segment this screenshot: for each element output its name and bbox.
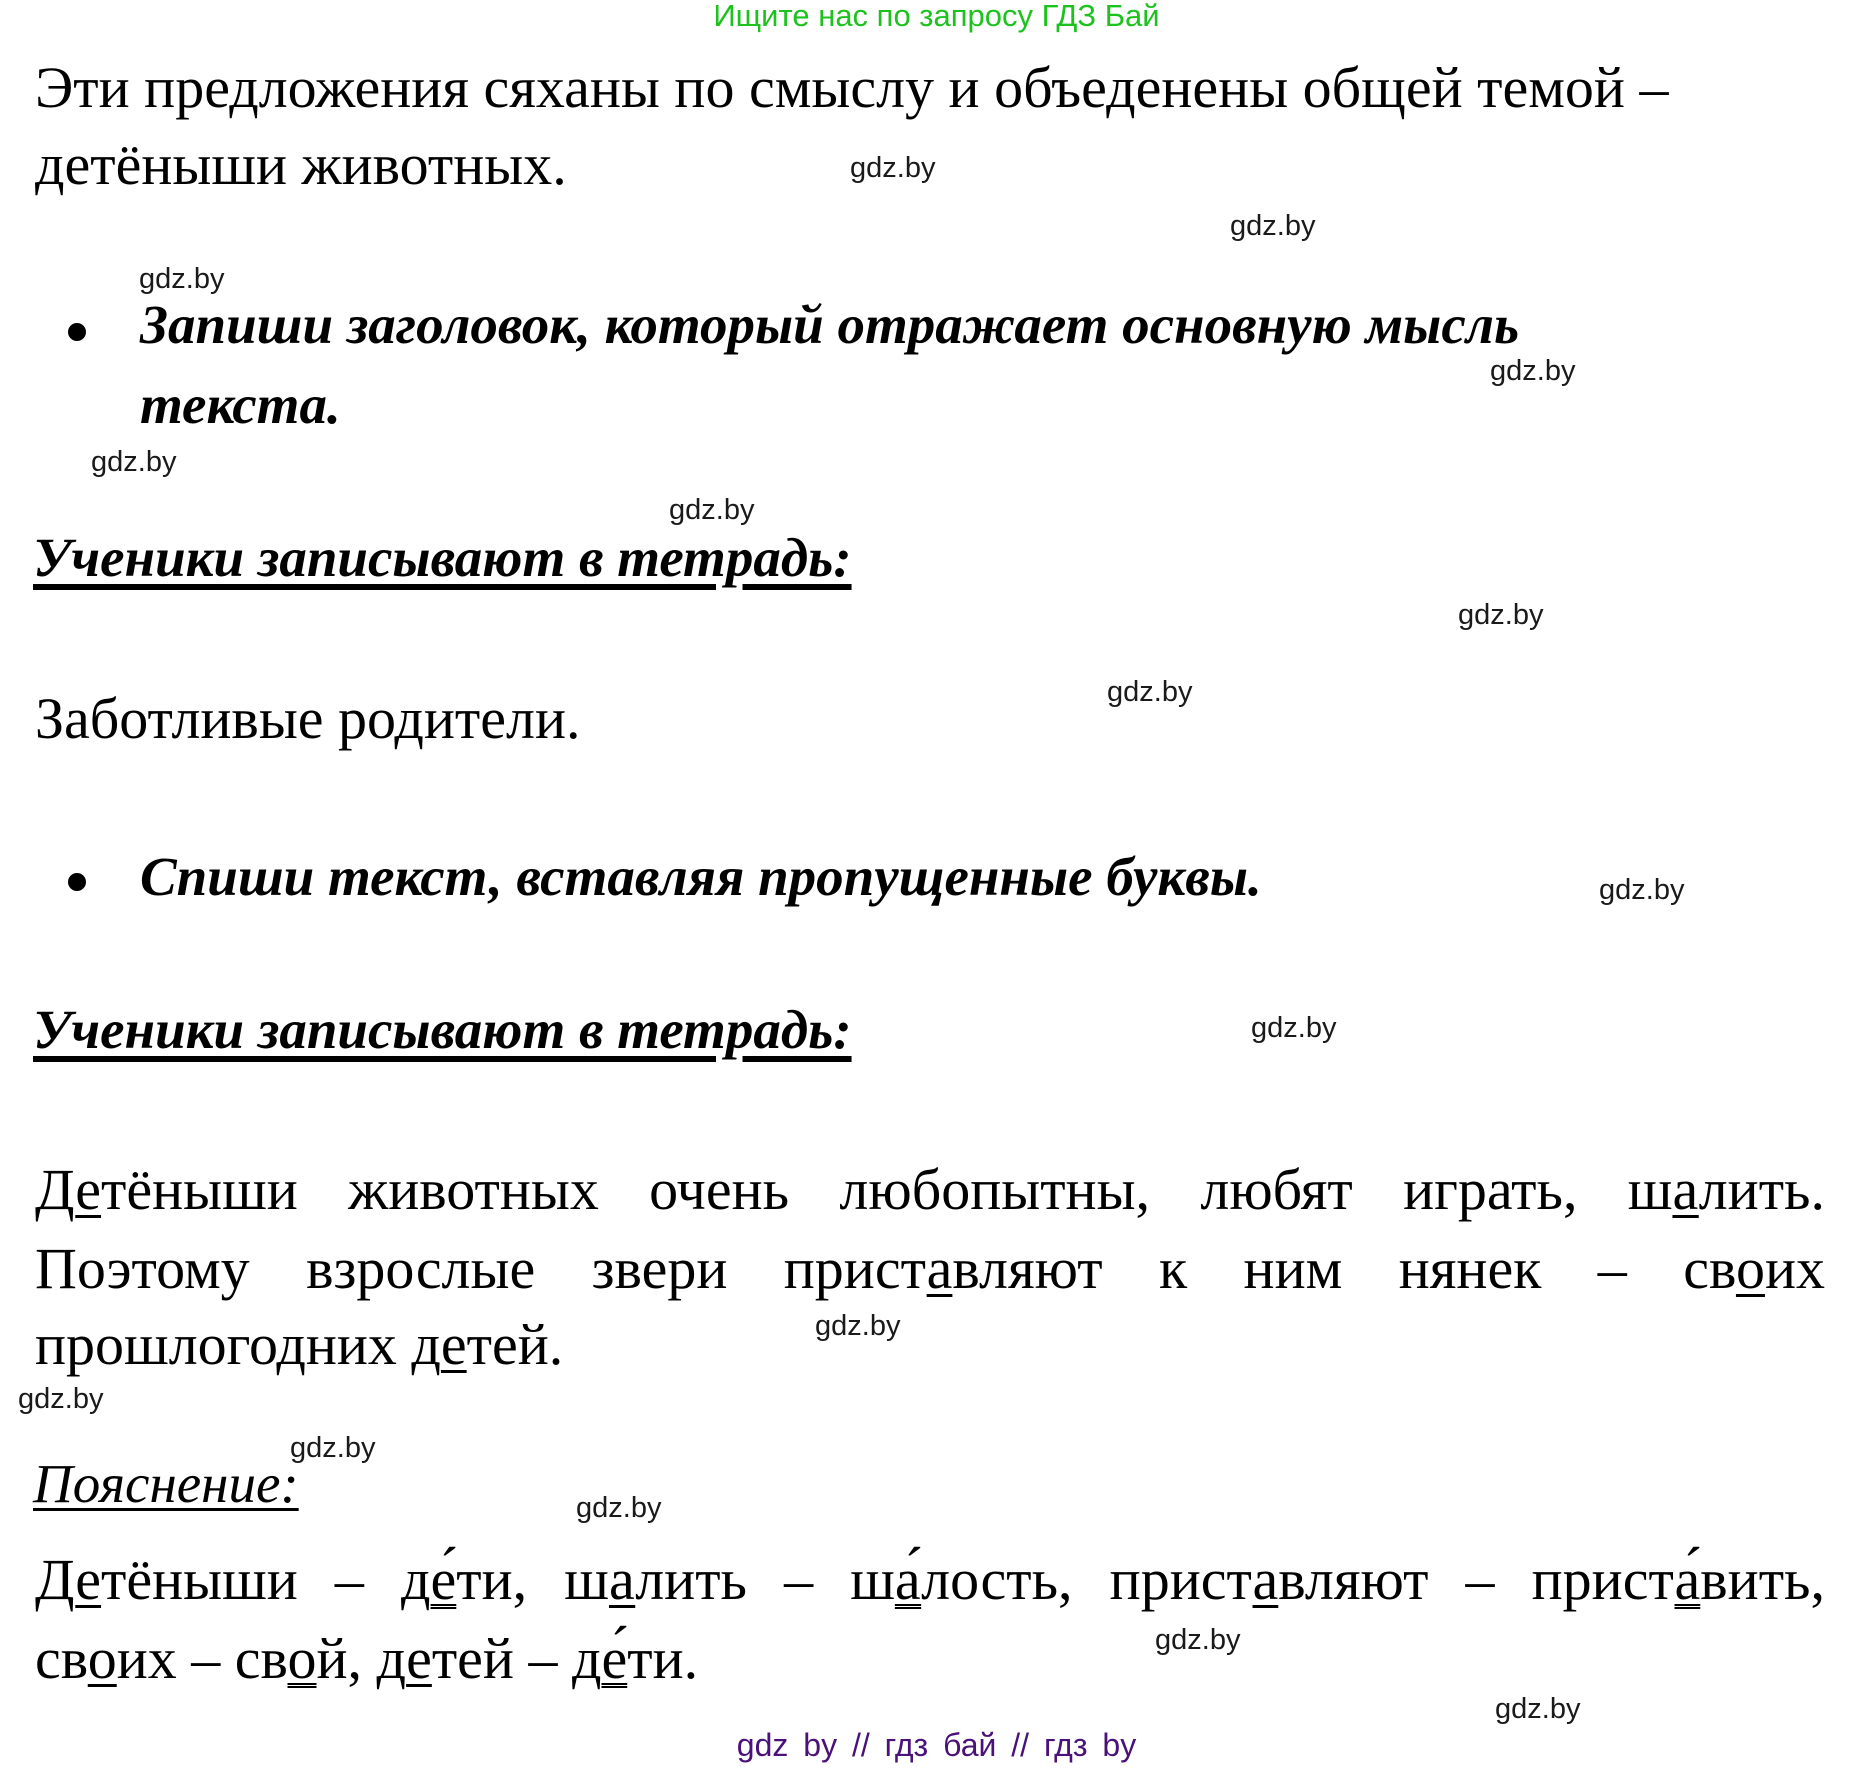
text-segment: вить, (1700, 1547, 1825, 1612)
text-segment: тей. (466, 1312, 564, 1377)
students-write-heading-1: Ученики записывают в тетрадь: (33, 527, 852, 588)
explanation-line-1 (35, 1547, 1825, 1613)
explanation-title: Пояснение: (33, 1453, 299, 1514)
checked-letter: е (75, 1157, 102, 1222)
check-word-letter: е́ (430, 1547, 457, 1612)
watermark-label: gdz.by (1155, 1624, 1241, 1656)
task-2-text: Спиши текст, вставляя пропущенные буквы. (140, 846, 1262, 907)
watermark-label: gdz.by (1230, 210, 1316, 242)
text-segment: тёныши животных очень любопытны, любят играть, ш (101, 1157, 1673, 1222)
bullet-dot-icon (68, 323, 86, 341)
watermark-label: gdz.by (1458, 599, 1544, 631)
watermark-label: gdz.by (91, 446, 177, 478)
watermark-label: gdz.by (1107, 676, 1193, 708)
checked-letter: е (440, 1312, 467, 1377)
text-segment: Д (35, 1157, 76, 1222)
footer-site-links: gdz by // гдз бай // гдз by (736, 1727, 1137, 1763)
watermark-label: gdz.by (18, 1383, 104, 1415)
text-segment: их (1764, 1236, 1825, 1301)
text-segment: лить. (1698, 1157, 1825, 1222)
search-hint-banner: Ищите нас по запросу ГДЗ Бай (713, 0, 1160, 33)
watermark-label: gdz.by (1251, 1012, 1337, 1044)
watermark-label: gdz.by (815, 1310, 901, 1342)
checked-letter: о (1735, 1236, 1765, 1301)
passage-line-2 (35, 1236, 1825, 1302)
checked-letter: а (1672, 1157, 1699, 1222)
text-segment: лость, прист (921, 1547, 1253, 1612)
checked-letter: а (608, 1547, 636, 1612)
students-write-heading-2: Ученики записывают в тетрадь: (33, 999, 852, 1060)
text-segment: вляют – прист (1278, 1547, 1675, 1612)
text-segment: вляют к ним нянек – св (952, 1236, 1736, 1301)
checked-letter: а (926, 1236, 953, 1301)
text-segment: Поэтому взрослые звери прист (35, 1236, 927, 1301)
checked-letter: а (1252, 1547, 1279, 1612)
watermark-label: gdz.by (1495, 1693, 1581, 1725)
text-segment: их – св (116, 1626, 288, 1691)
check-word-letter: а́ (894, 1547, 922, 1612)
watermark-label: gdz.by (1599, 874, 1685, 906)
passage-line-1 (35, 1157, 1825, 1223)
explanation-line-2 (35, 1626, 1825, 1692)
watermark-label: gdz.by (290, 1432, 376, 1464)
checked-letter: о (87, 1626, 117, 1691)
checked-letter: е (406, 1626, 432, 1691)
watermark-label: gdz.by (576, 1492, 662, 1524)
check-word-letter: о (287, 1626, 317, 1691)
passage-line-3 (35, 1312, 1825, 1378)
text-segment: прошлогодних д (35, 1312, 441, 1377)
watermark-label: gdz.by (139, 263, 225, 295)
check-word-letter: а́ (1674, 1547, 1701, 1612)
text-segment: ти, ш (456, 1547, 609, 1612)
check-word-letter: е́ (601, 1626, 628, 1691)
text-segment: ти. (627, 1626, 699, 1691)
watermark-label: gdz.by (1490, 355, 1576, 387)
intro-line-2: детёныши животных. (35, 132, 567, 197)
checked-letter: е (75, 1547, 102, 1612)
bullet-dot-icon (68, 873, 86, 891)
task-1-line-2: текста. (140, 374, 341, 435)
text-segment: й, д (316, 1626, 407, 1691)
answer-title: Заботливые родители. (35, 686, 581, 751)
text-segment: св (35, 1626, 88, 1691)
intro-line-1: Эти предложения сяханы по смыслу и объеденены общей темой – (35, 55, 1669, 120)
watermark-label: gdz.by (850, 152, 936, 184)
text-segment: тёныши – д (101, 1547, 431, 1612)
text-segment: тей – д (431, 1626, 602, 1691)
watermark-label: gdz.by (669, 494, 755, 526)
task-1-line-1: Запиши заголовок, который отражает основную мысль (140, 294, 1520, 355)
text-segment: Д (35, 1547, 76, 1612)
text-segment: лить – ш (635, 1547, 895, 1612)
